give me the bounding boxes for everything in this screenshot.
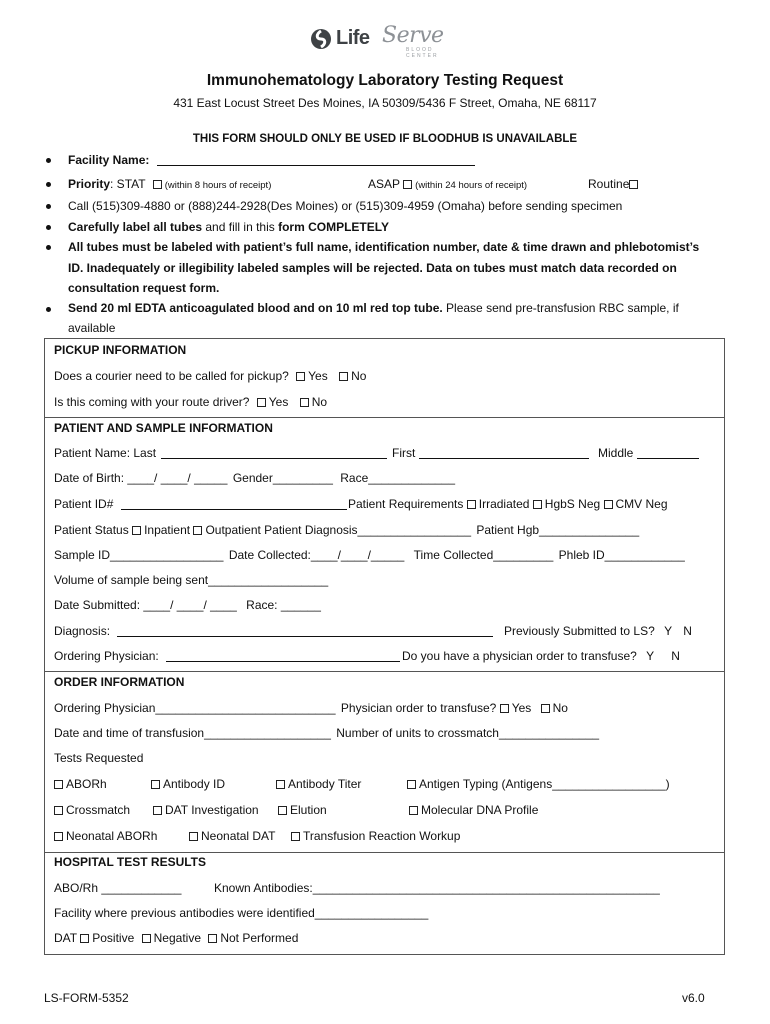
patient-id-field[interactable] <box>121 498 347 510</box>
date-collected-field[interactable]: Date Collected:____/____/_____ <box>228 548 405 562</box>
known-antibodies-field[interactable]: Known Antibodies:____________________________________________________ <box>214 881 660 895</box>
facility-name-label: Facility Name: <box>68 153 150 167</box>
previously-no[interactable]: N <box>683 624 692 638</box>
antigen-typing-checkbox[interactable] <box>407 780 416 789</box>
gender-field[interactable]: Gender_________ <box>232 471 333 485</box>
priority-label: Priority <box>68 177 111 191</box>
physician-order-yes[interactable]: Y <box>646 649 654 663</box>
form-number: LS-FORM-5352 <box>44 991 129 1005</box>
sample-row <box>54 548 685 562</box>
transfuse-no-checkbox[interactable] <box>541 704 550 713</box>
bullet-icon <box>46 245 51 250</box>
ordering-physician-field[interactable] <box>166 650 400 662</box>
dat-not-performed-checkbox[interactable] <box>208 934 217 943</box>
dat-result-row: DAT Positive Negative Not Performed <box>54 931 299 945</box>
label-instruction: Carefully label all tubes and fill in this form COMPLETELY <box>68 220 389 234</box>
transfusion-time-row <box>54 726 599 740</box>
bullet-icon <box>46 307 51 312</box>
elution-checkbox[interactable] <box>278 806 287 815</box>
race-field[interactable]: Race_____________ <box>340 471 456 485</box>
order-physician-field[interactable]: Ordering Physician___________________________ <box>54 701 336 715</box>
logo-serve-text: Serve <box>382 23 444 48</box>
order-physician-row: Ordering Physician___________________________ Physician order to transfuse? Yes No <box>54 701 568 715</box>
transfusion-date-field[interactable]: Date and time of transfusion___________________ <box>54 726 331 740</box>
stat-label: : STAT <box>110 177 146 191</box>
dat-negative-checkbox[interactable] <box>142 934 151 943</box>
time-collected-field[interactable]: Time Collected_________ <box>413 548 554 562</box>
form-title: Immunohematology Laboratory Testing Request <box>206 72 564 89</box>
routine-checkbox[interactable] <box>629 180 638 189</box>
tubes-instruction-line3: consultation request form. <box>68 281 220 295</box>
route-no-checkbox[interactable] <box>300 398 309 407</box>
ordering-physician-row: Ordering Physician: Do you have a physician order to transfuse? Y N <box>54 649 680 663</box>
stat-checkbox[interactable] <box>153 180 162 189</box>
tests-requested-label: Tests Requested <box>54 751 144 765</box>
call-instruction: Call (515)309-4880 or (888)244-2928(Des Moines) or (515)309-4959 (Omaha) before sending specimen <box>68 199 623 213</box>
dob-row <box>54 471 455 485</box>
hgb-field[interactable]: Patient Hgb_______________ <box>476 523 640 537</box>
hospital-header: HOSPITAL TEST RESULTS <box>54 855 207 869</box>
tubes-instruction-line2: ID. Inadequately or illegibility labeled samples will be rejected. Data on tubes must match data recorded on <box>68 261 677 275</box>
divider <box>45 852 724 853</box>
stat-note: (within 8 hours of receipt) <box>164 180 272 191</box>
date-submitted-row <box>54 598 321 612</box>
courier-no-checkbox[interactable] <box>339 372 348 381</box>
phleb-id-field[interactable]: Phleb ID____________ <box>558 548 685 562</box>
order-header: ORDER INFORMATION <box>54 675 185 689</box>
molecular-dna-checkbox[interactable] <box>409 806 418 815</box>
antibody-id-checkbox[interactable] <box>151 780 160 789</box>
patient-header: PATIENT AND SAMPLE INFORMATION <box>54 421 273 435</box>
divider <box>45 671 724 672</box>
physician-order-no[interactable]: N <box>671 649 680 663</box>
irradiated-checkbox[interactable] <box>467 500 476 509</box>
hospital-aborh-row <box>54 881 714 895</box>
first-name-field[interactable] <box>419 447 589 459</box>
priority-row <box>68 177 728 193</box>
aborh-checkbox[interactable] <box>54 780 63 789</box>
units-crossmatch-field[interactable]: Number of units to crossmatch_______________ <box>336 726 600 740</box>
logo-mark-icon <box>310 28 332 50</box>
logo-life-text: Life <box>336 27 370 49</box>
lifeserve-logo <box>310 24 460 58</box>
diagnosis-field[interactable]: Outpatient Patient Diagnosis_________________ <box>205 523 471 537</box>
last-name-field[interactable] <box>161 447 387 459</box>
bullet-icon <box>46 204 51 209</box>
dat-positive-checkbox[interactable] <box>80 934 89 943</box>
address: 431 East Locust Street Des Moines, IA 50309/5436 F Street, Omaha, NE 68117 <box>173 96 597 110</box>
courier-question-row: Does a courier need to be called for pickup? Yes No <box>54 369 367 383</box>
dat-investigation-checkbox[interactable] <box>153 806 162 815</box>
logo-subtitle: BLOOD CENTER <box>406 47 439 59</box>
antibody-titer-checkbox[interactable] <box>276 780 285 789</box>
patient-status-row: Patient Status Inpatient Outpatient Patient Diagnosis_________________ Patient Hgb_______________ <box>54 523 640 537</box>
divider <box>45 417 724 418</box>
patient-name-row: Patient Name: Last First Middle <box>54 446 714 460</box>
outpatient-checkbox[interactable] <box>193 526 202 535</box>
pickup-header: PICKUP INFORMATION <box>54 343 187 357</box>
diagnosis-row: Diagnosis: Previously Submitted to LS? Y N <box>54 624 692 638</box>
neonatal-aborh-checkbox[interactable] <box>54 832 63 841</box>
previous-antibodies-field[interactable]: Facility where previous antibodies were identified_________________ <box>54 906 429 920</box>
diagnosis-input[interactable] <box>117 625 493 637</box>
patient-id-row: Patient ID# Patient Requirements Irradiated HgbS Neg CMV Neg <box>54 497 668 511</box>
volume-field[interactable]: Volume of sample being sent__________________ <box>54 573 329 587</box>
facility-name-field[interactable] <box>157 154 475 166</box>
middle-name-field[interactable] <box>637 447 699 459</box>
route-driver-row: Is this coming with your route driver? Yes No <box>54 395 328 409</box>
tubes-instruction-line1: All tubes must be labeled with patient’s full name, identification number, date & time drawn and phlebotomist’s <box>68 240 700 254</box>
asap-checkbox[interactable] <box>403 180 412 189</box>
form-version: v6.0 <box>682 991 705 1005</box>
inpatient-checkbox[interactable] <box>132 526 141 535</box>
bloodhub-notice: THIS FORM SHOULD ONLY BE USED IF BLOODHUB IS UNAVAILABLE <box>192 133 578 145</box>
sample-id-field[interactable]: Sample ID_________________ <box>54 548 224 562</box>
previously-yes[interactable]: Y <box>664 624 672 638</box>
date-submitted-field[interactable]: Date Submitted: ____/ ____/ ____ <box>54 598 237 612</box>
transfuse-yes-checkbox[interactable] <box>500 704 509 713</box>
request-form-table: PICKUP INFORMATION Does a courier need to be called for pickup? Yes No Is this coming with your route driver? Yes No PATIENT AND SAMPLE INFORMATION Patient Name: Last First Middle Date of Birth: ____/ ____/ _____ Gender_________ Race_____________ Patient ID# Patient Requirements Irradiated HgbS Neg CMV Neg Patient Status Inpatient Outpatient Patient Diagnosis_________________ Patient Hgb_______________ Sample ID_________________ Date Collected:____/____/_____ Time Collected_________ Phleb ID____________ Volume of sample being sent__________________ Date Submitted: ____/ ____/ ____ Race: ______ Diagnosis: Previously Submitted to LS? Y N Ordering Physician: Do you have a physician order to transfuse? Y N ORDER INFORMATION Ordering Physician___________________________ Physician order to transfuse? Yes No Date and time of transfusion___________________ Number of units to crossmatch_______________ Tests Requested ABORh Antibody ID Antibody Titer Antigen Typing (Antigens_________________) Crossmatch DAT Investigation Elution Molecular DNA Profile Neonatal ABORh Neonatal DAT Transfusion Reaction Workup HOSPITAL TEST RESULTS ABO/Rh ____________ Known Antibodies:____________________________________________________ Facility where previous antibodies were identified_________________ DAT Positive Negative Not Performed <box>44 338 725 955</box>
race-submitted-field[interactable]: Race: ______ <box>246 598 321 612</box>
courier-yes-checkbox[interactable] <box>296 372 305 381</box>
asap-note: (within 24 hours of receipt) <box>415 180 528 191</box>
dob-field[interactable]: Date of Birth: ____/ ____/ _____ <box>54 471 228 485</box>
hgbs-neg-checkbox[interactable] <box>533 500 542 509</box>
hospital-aborh-field[interactable]: ABO/Rh ____________ <box>54 881 182 895</box>
crossmatch-checkbox[interactable] <box>54 806 63 815</box>
send-instruction: Send 20 ml EDTA anticoagulated blood and on 10 ml red top tube. Please send pre-transfusion RBC sample, if <box>68 301 679 315</box>
bullet-icon <box>46 182 51 187</box>
send-instruction-line2: available <box>68 321 116 335</box>
route-yes-checkbox[interactable] <box>257 398 266 407</box>
neonatal-dat-checkbox[interactable] <box>189 832 198 841</box>
cmv-neg-checkbox[interactable] <box>604 500 613 509</box>
routine-label: Routine <box>588 177 630 191</box>
facility-name-row <box>68 153 475 167</box>
asap-label: ASAP <box>368 177 400 191</box>
bullet-icon <box>46 158 51 163</box>
transfusion-reaction-checkbox[interactable] <box>291 832 300 841</box>
bullet-icon <box>46 225 51 230</box>
